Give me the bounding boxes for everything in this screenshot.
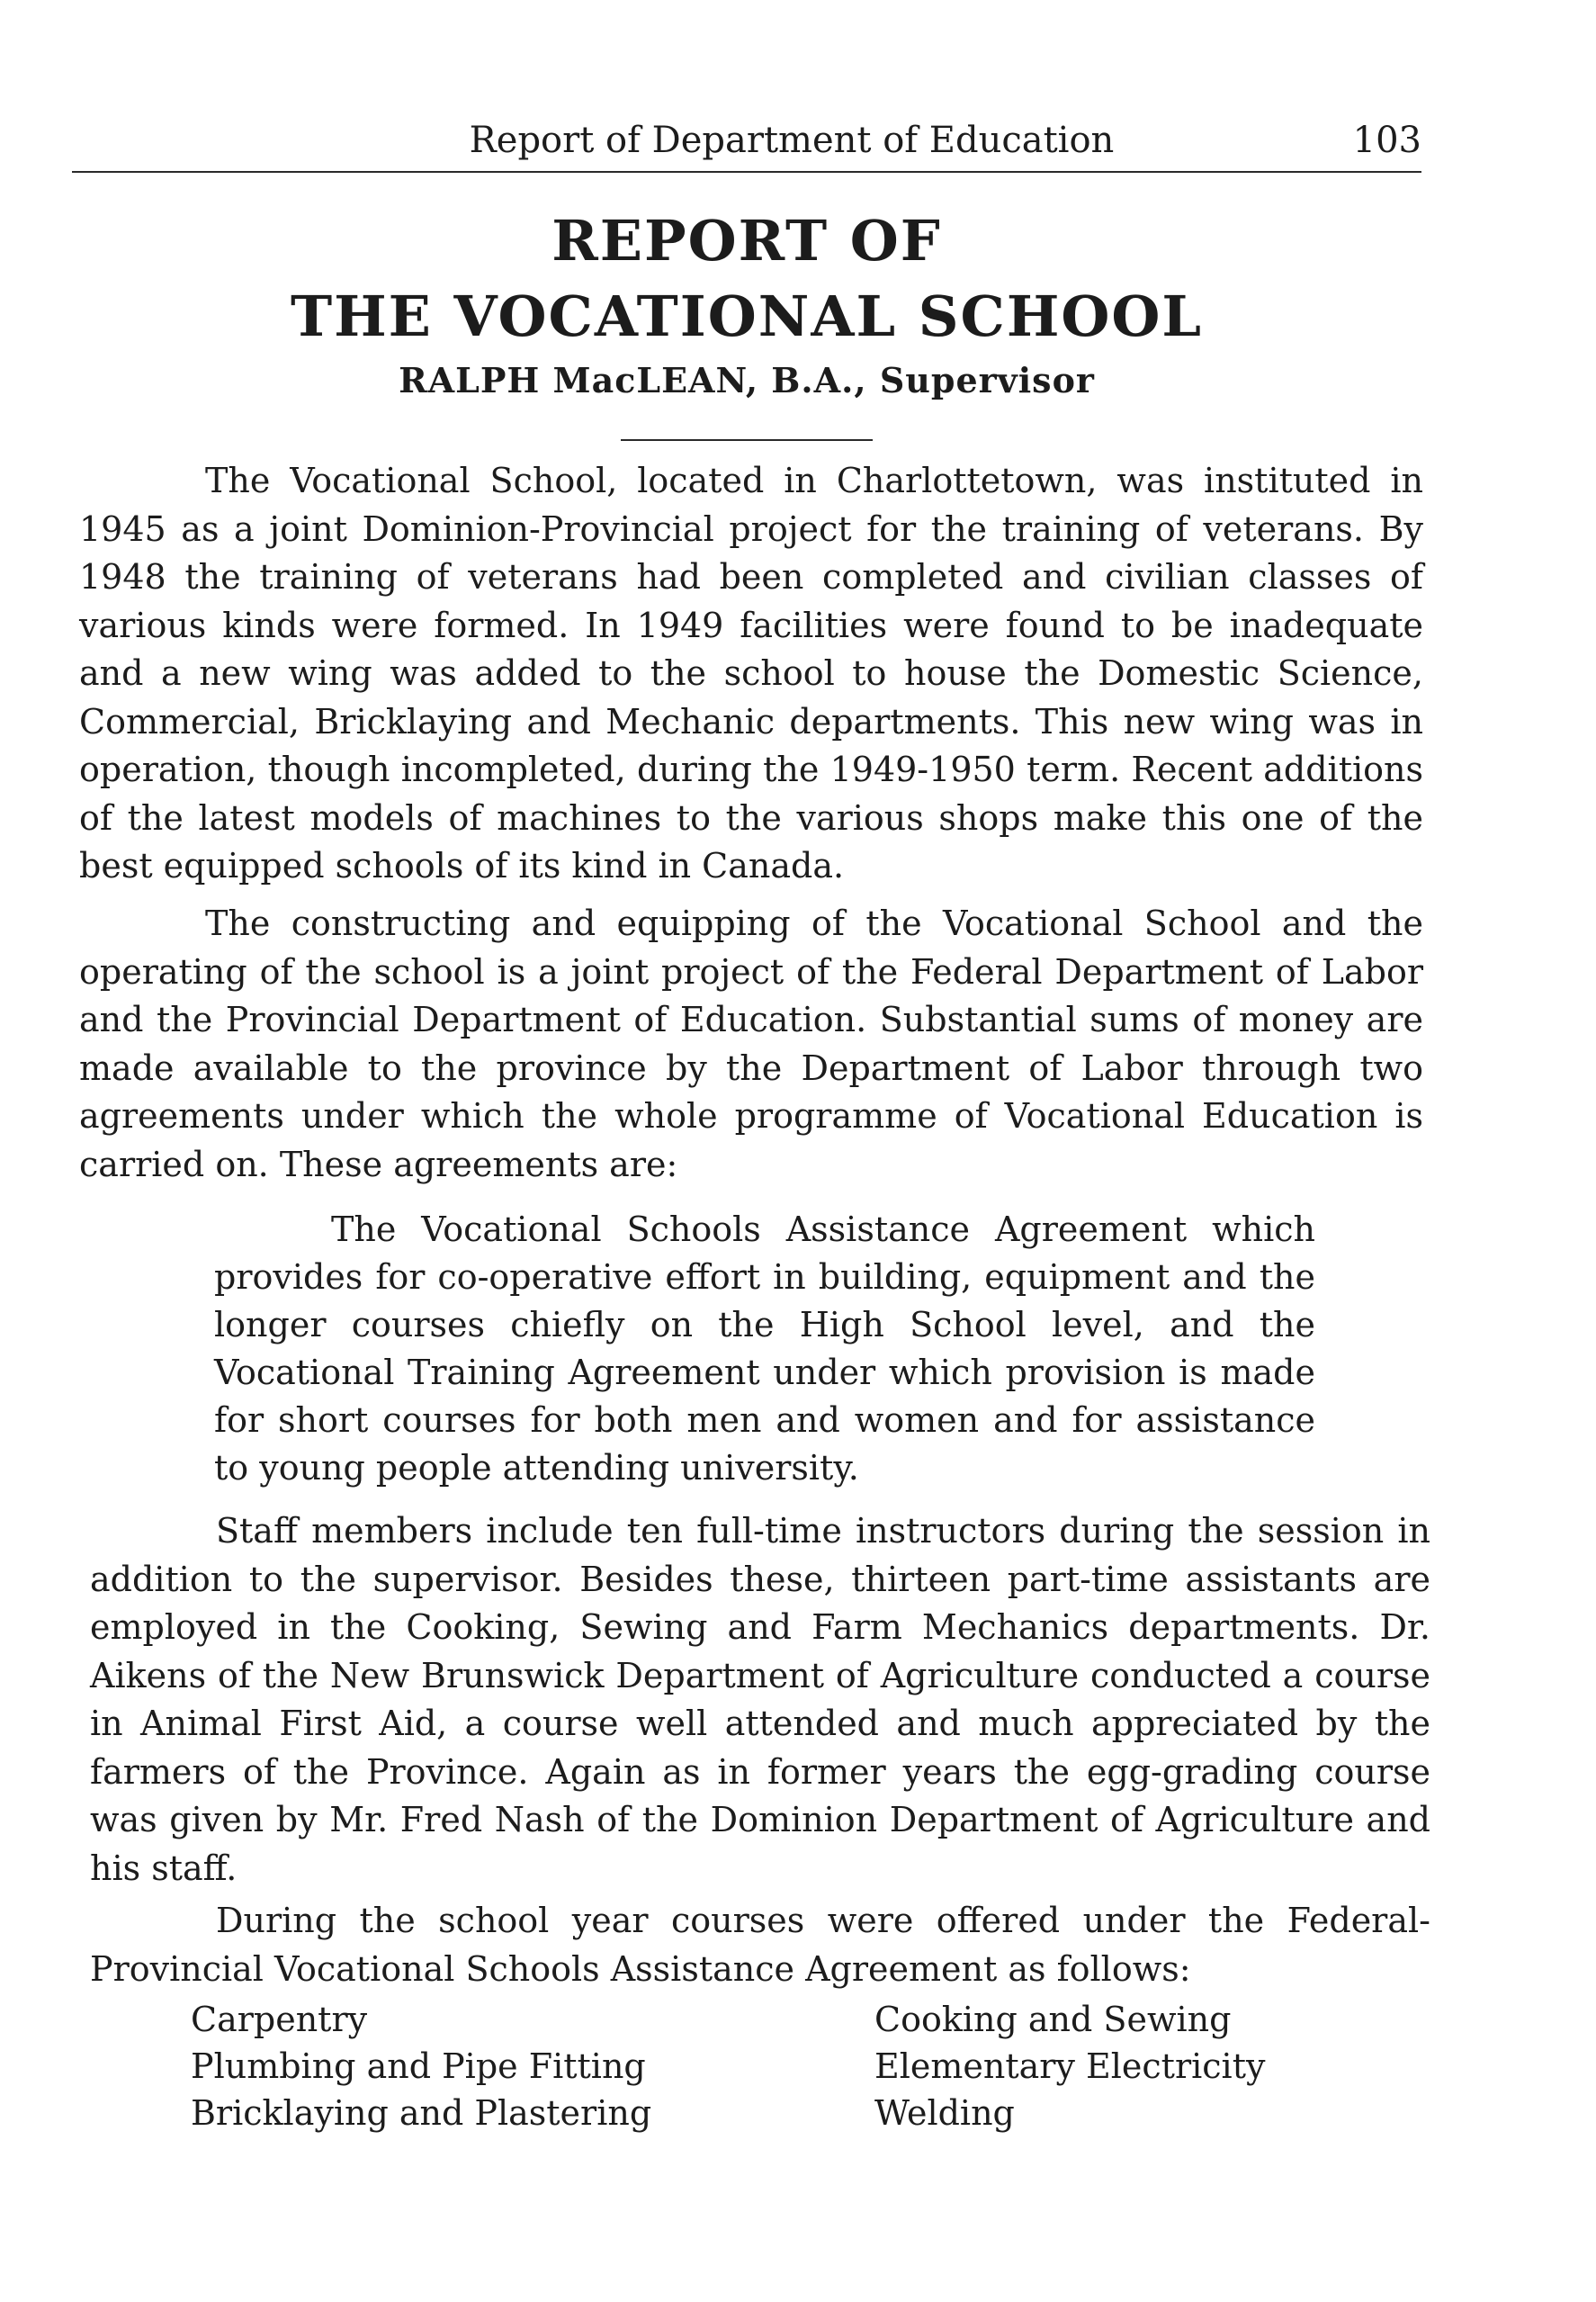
agreements-block-quote: The Vocational Schools Assistance Agreement which provides for co-operative effort in building, equipment and the longer courses chiefly on the High School level, and the Vocational Training Agreement under which provision is made for short courses for both men and women and for assistance to young people attending university. [214, 1209, 1315, 1488]
running-title: Report of Department of Education [469, 120, 1115, 161]
page-header [72, 115, 1421, 169]
page-number: 103 [1352, 120, 1421, 161]
paragraph-staff: Staff members include ten full-time instructors during the session in addition to the supervisor. Besides these, thirteen part-time assistants are employed in the Cooking, Sewing and Farm Mechanics departments. Dr. Aikens of the New Brunswick Department of Agriculture conducted a course in Animal First Aid, a course well attended and much appreciated by the farmers of the Province. Again as in former years the egg-grading course was given by Mr. Fred Nash of the Dominion Department of Agriculture and his staff. [90, 1511, 1430, 1888]
report-title-line-1: REPORT OF [551, 208, 942, 274]
paragraph-agreements: The constructing and equipping of the Vocational School and the operating of the school is a joint project of the Federal Department of Labor and the Provincial Department of Education. Substantial sums of money are made available to the province by the Department of Labor through two agreements under which the whole programme of Vocational Education is carried on. These agreements are: [79, 904, 1423, 1184]
courses-column-right [874, 1996, 1265, 2136]
paragraph-courses-intro: During the school year courses were offered under the Federal-Provincial Vocational Schools Assistance Agreement as follows: [90, 1901, 1430, 1989]
list-item: Elementary Electricity [874, 2046, 1266, 2086]
header-rule [72, 171, 1421, 173]
courses-column-left [191, 1996, 651, 2136]
courses-list [191, 1996, 1360, 2158]
list-item: Carpentry [191, 2000, 368, 2039]
list-item: Plumbing and Pipe Fitting [191, 2046, 646, 2086]
list-item: Welding [874, 2093, 1015, 2133]
paragraph-history: The Vocational School, located in Charlottetown, was instituted in 1945 as a joint Dominion-Provincial project for the training of veterans. By 1948 the training of veterans had been completed and civilian classes of various kinds were formed. In 1949 facilities were found to be inadequate and a new wing was added to the school to house the Domestic Science, Commercial, Bricklaying and Mechanic departments. This new wing was in operation, though incompleted, during the 1949-1950 term. Recent additions of the latest models of machines to the various shops make this one of the best equipped schools of its kind in Canada. [79, 461, 1423, 886]
report-title-line-2: THE VOCATIONAL SCHOOL [290, 283, 1204, 349]
title-divider [621, 439, 873, 441]
list-item: Cooking and Sewing [874, 2000, 1232, 2039]
author-byline: RALPH MacLEAN, B.A., Supervisor [399, 360, 1095, 400]
list-item: Bricklaying and Plastering [191, 2093, 652, 2133]
